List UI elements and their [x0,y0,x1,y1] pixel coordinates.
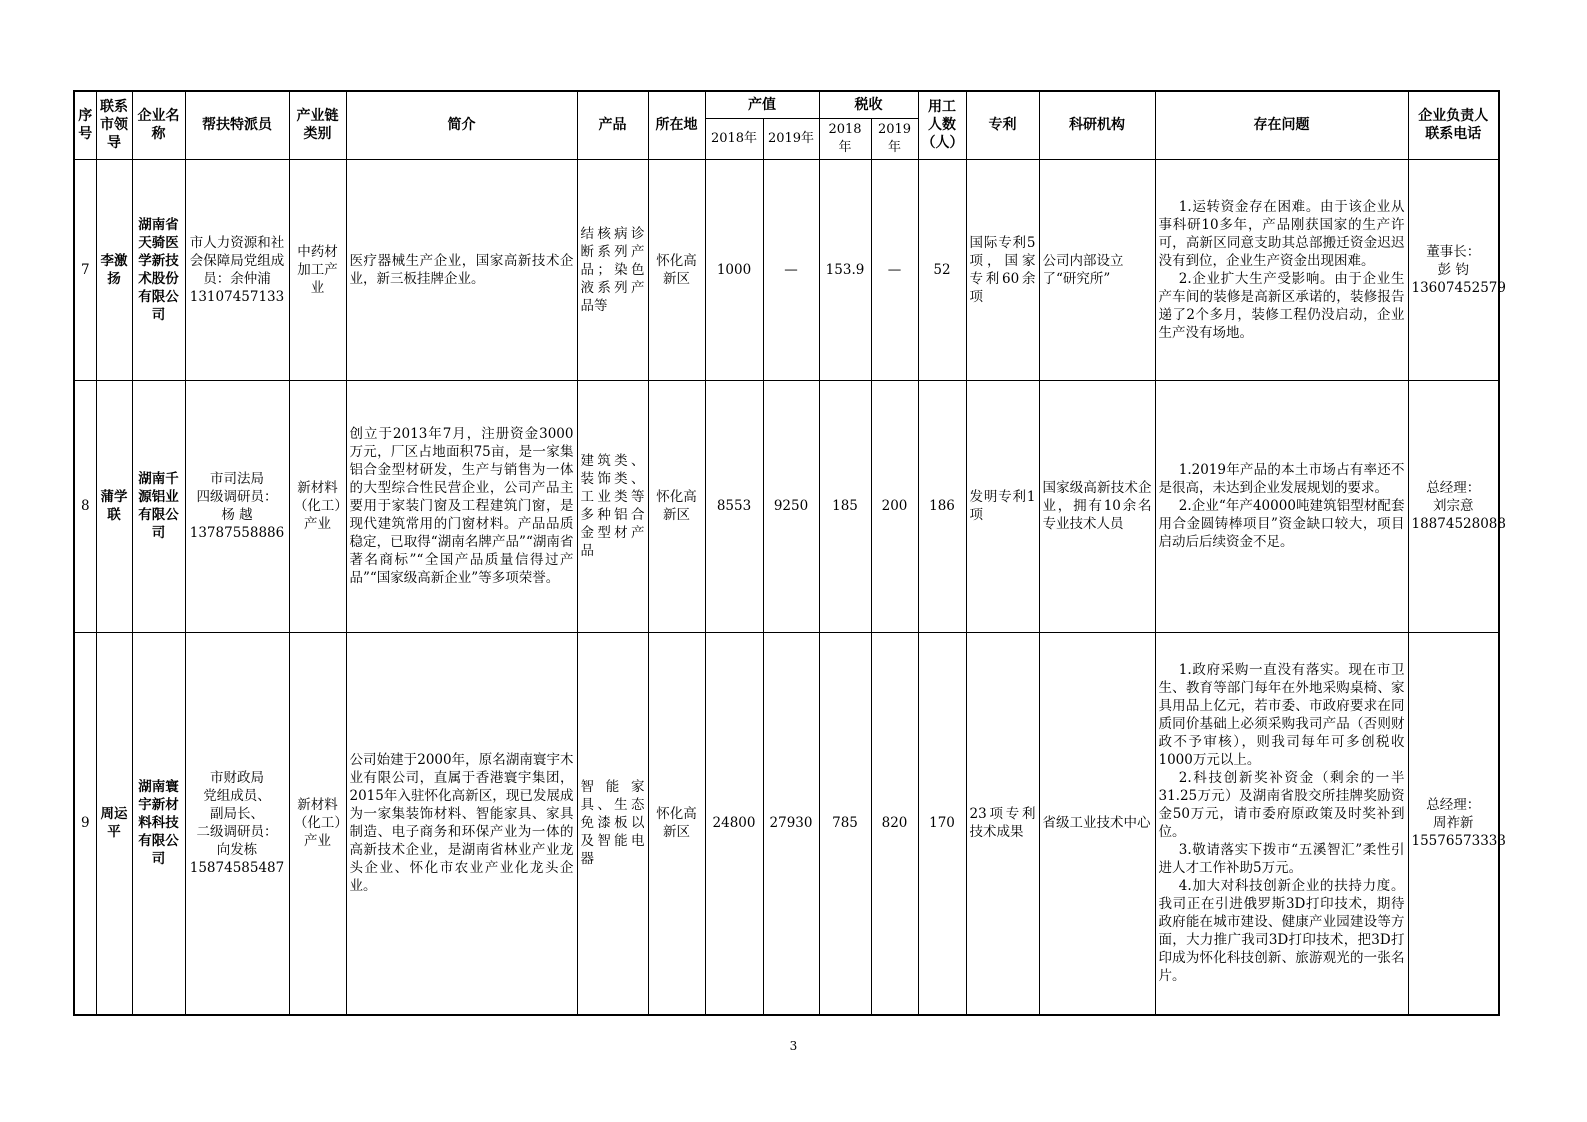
envoy-line: 二级调研员： [196,824,278,841]
cell-company: 湖南省天骑医学新技术股份有限公司 [132,159,185,380]
header-output: 产值 [705,91,819,118]
cell-location: 怀化高新区 [648,159,705,380]
problem-item: 1.政府采购一直没有落实。现在市卫生、教育等部门每年在外地采购桌椅、家具用品上亿元，若市委、市政府要求在同质同价基础上必须采购我司产品（否则财政不予审核），则我司每年可多创税收1000万元以上。 [1158,662,1405,769]
table-row [74,632,1499,1015]
header-output-2018: 2018年 [705,118,763,159]
cell-chain: 中药材加工产业 [289,159,346,380]
cell-contact [1408,380,1506,632]
contact-phone: 15576573333 [1411,833,1506,850]
cell-tax-2019: 200 [871,380,918,632]
cell-chain: 新材料（化工）产业 [289,380,346,632]
cell-employees: 52 [918,159,966,380]
header-contact: 企业负责人联系电话 [1408,91,1499,159]
cell-intro: 创立于2013年7月，注册资金3000万元，厂区占地面积75亩，是一家集铝合金型材研发，生产与销售为一体的大型综合性民营企业，公司产品主要用于家装门窗及工程建筑门窗，是现代建筑常用的门窗材料。产品品质稳定，已取得“湖南名牌产品”“湖南省著名商标”“全国产品质量信得过产品”“国家级高新企业”等多项荣誉。 [346,380,577,632]
header-output-2019: 2019年 [763,118,819,159]
cell-product: 结核病诊断系列产品；染色液系列产品等 [577,159,648,380]
cell-intro: 公司始建于2000年，原名湖南寰宇木业有限公司，直属于香港寰宇集团，2015年入驻怀化高新区，现已发展成为一家集装饰材料、智能家具、家具制造、电子商务和环保产业为一体的高新技术企业，是湖南省林业产业龙头企业、怀化市农业产业化龙头企业。 [346,632,577,1015]
cell-company: 湖南寰宇新材料科技有限公司 [132,632,185,1015]
cell-output-2019: — [763,159,819,380]
table-row [74,380,1499,632]
cell-envoy [185,632,289,1015]
cell-research: 省级工业技术中心 [1039,632,1155,1015]
cell-envoy [185,380,289,632]
header-product: 产品 [577,91,648,159]
envoy-line: 杨 越 [221,507,253,523]
header-chain: 产业链类别 [289,91,346,159]
envoy-line: 四级调研员： [196,489,278,505]
cell-output-2018: 1000 [705,159,763,380]
cell-product: 智能家具、生态免漆板以及智能电器 [577,632,648,1015]
cell-output-2018: 24800 [705,632,763,1015]
cell-research: 国家级高新技术企业，拥有10余名专业技术人员 [1039,380,1155,632]
envoy-line: 市司法局 [210,471,264,487]
cell-output-2018: 8553 [705,380,763,632]
header-problems: 存在问题 [1155,91,1408,159]
cell-leader: 周运平 [96,632,132,1015]
header-envoy: 帮扶特派员 [185,91,289,159]
enterprise-table [73,90,1506,1016]
header-row-1 [74,91,1499,118]
contact-phone: 13607452579 [1411,279,1506,296]
contact-name: 周祚新 [1433,815,1474,832]
problem-item: 4.加大对科技创新企业的扶持力度。我司正在引进俄罗斯3D打印技术，期待政府能在城市建设、健康产业园建设等方面，大力推广我司3D打印技术，把3D打印成为怀化科技创新、旅游观光的一张名片。 [1158,878,1405,985]
header-intro: 简介 [346,91,577,159]
contact-title: 总经理： [1426,480,1481,496]
cell-seq: 8 [74,380,96,632]
problem-item: 3.敬请落实下拨市“五溪智汇”柔性引进人才工作补助5万元。 [1158,842,1405,877]
problem-item: 1.2019年产品的本土市场占有率还不是很高，未达到企业发展规划的要求。 [1158,462,1405,496]
problem-item: 2.企业扩大生产受影响。由于企业生产车间的装修是高新区承诺的，装修报告递了2个多月，装修工程仍没启动，企业生产没有场地。 [1158,270,1405,341]
problem-item: 1.运转资金存在困难。由于该企业从事科研10多年，产品刚获国家的生产许可，高新区同意支助其总部搬迁资金迟迟没有到位，企业生产资金出现困难。 [1158,198,1405,269]
contact-title: 总经理： [1426,797,1481,814]
cell-tax-2018: 153.9 [819,159,871,380]
cell-employees: 170 [918,632,966,1015]
header-tax-2018: 2018年 [819,118,871,159]
header-location: 所在地 [648,91,705,159]
cell-company: 湖南千源铝业有限公司 [132,380,185,632]
cell-envoy: 市人力资源和社会保障局党组成员：余仲浦13107457133 [185,159,289,380]
envoy-line: 党组成员、 [203,788,271,805]
contact-name: 刘宗意 [1433,498,1474,514]
cell-patent: 国际专利5项，国家专利60余项 [966,159,1039,380]
envoy-line: 15874585487 [189,860,285,877]
cell-problems [1155,159,1408,380]
header-company: 企业名称 [132,91,185,159]
table-row [74,159,1499,380]
header-seq: 序号 [74,91,96,159]
cell-chain: 新材料（化工）产业 [289,632,346,1015]
contact-phone: 18874528088 [1411,516,1506,532]
contact-title: 董事长： [1426,243,1481,260]
header-tax-2019: 2019年 [871,118,918,159]
cell-employees: 186 [918,380,966,632]
cell-patent: 23项专利技术成果 [966,632,1039,1015]
header-leader: 联系市领导 [96,91,132,159]
cell-problems [1155,380,1408,632]
cell-output-2019: 27930 [763,632,819,1015]
page-number: 3 [789,1039,798,1053]
cell-contact [1408,632,1506,1015]
header-employees: 用工人数（人） [918,91,966,159]
envoy-line: 副局长、 [210,806,264,823]
cell-problems [1155,632,1408,1015]
cell-research: 公司内部设立了“研究所” [1039,159,1155,380]
cell-seq: 9 [74,632,96,1015]
cell-seq: 7 [74,159,96,380]
cell-leader: 李激扬 [96,159,132,380]
cell-location: 怀化高新区 [648,632,705,1015]
cell-tax-2019: — [871,159,918,380]
cell-tax-2018: 785 [819,632,871,1015]
cell-product: 建筑类、装饰类、工业类等多种铝合金型材产品 [577,380,648,632]
cell-patent: 发明专利1项 [966,380,1039,632]
header-patent: 专利 [966,91,1039,159]
cell-contact [1408,159,1506,380]
cell-location: 怀化高新区 [648,380,705,632]
problem-item: 2.企业“年产40000吨建筑铝型材配套用合金圆铸棒项目”资金缺口较大，项目启动后后续资金不足。 [1158,498,1405,550]
envoy-line: 向发栋 [216,842,258,859]
cell-tax-2018: 185 [819,380,871,632]
envoy-line: 市财政局 [210,770,264,787]
problem-item: 2.科技创新奖补资金（剩余的一半31.25万元）及湖南省股交所挂牌奖励资金50万元，请市委府原政策及时奖补到位。 [1158,770,1405,841]
cell-leader: 蒲学联 [96,380,132,632]
cell-output-2019: 9250 [763,380,819,632]
cell-tax-2019: 820 [871,632,918,1015]
envoy-line: 13787558886 [189,525,285,541]
cell-intro: 医疗器械生产企业，国家高新技术企业，新三板挂牌企业。 [346,159,577,380]
header-tax: 税收 [819,91,918,118]
header-research: 科研机构 [1039,91,1155,159]
contact-name: 彭 钧 [1437,261,1469,278]
